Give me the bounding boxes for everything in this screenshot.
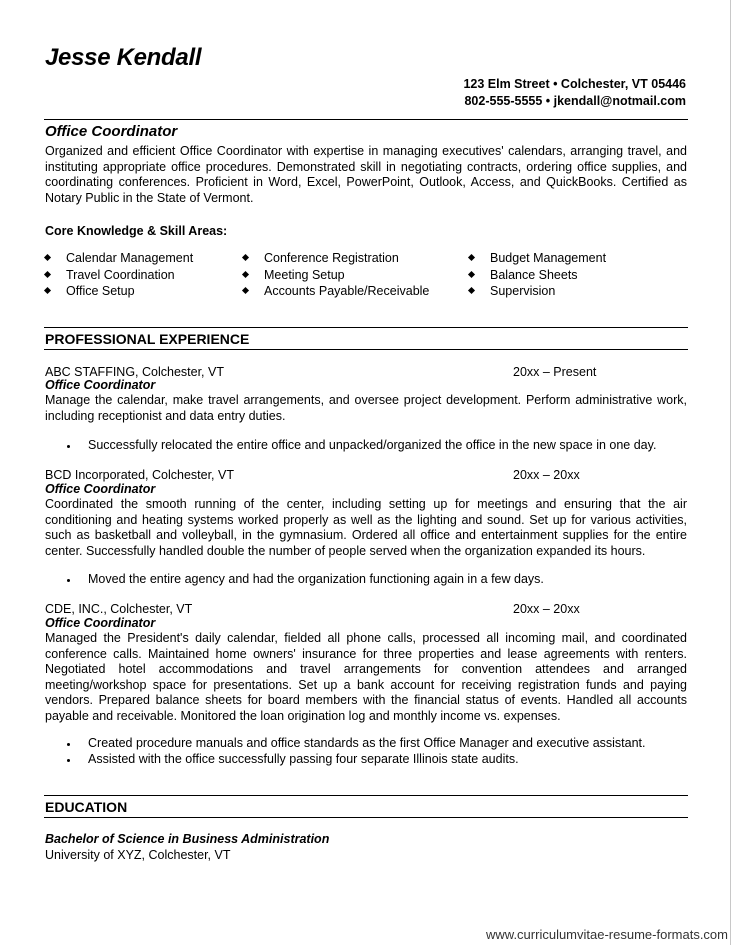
diamond-bullet-icon [468, 270, 475, 277]
job-achievements [45, 572, 544, 588]
watermark: www.curriculumvitae-resume-formats.com [486, 927, 728, 942]
diamond-bullet-icon [44, 254, 51, 261]
skill-item: Travel Coordination [45, 267, 193, 284]
job-company: ABC STAFFING, Colchester, VT [45, 365, 224, 379]
diamond-bullet-icon [44, 287, 51, 294]
diamond-bullet-icon [242, 287, 249, 294]
skill-item: Budget Management [469, 250, 606, 267]
job-description: Coordinated the smooth running of the center, including setting up for meetings and ensuring that the air conditioning and heating systems worked properly as well as the lighting and sound. Set up for various activities, such as basketball and volleyball, in the gymnasium. Ordered all office and entertainment supplies for the entire center. Successfully handled double the number of people served when the organization expanded its hours. [45, 497, 687, 558]
contact-block [463, 76, 686, 110]
degree: Bachelor of Science in Business Administration [45, 832, 330, 846]
experience-heading: PROFESSIONAL EXPERIENCE [45, 331, 250, 347]
diamond-bullet-icon [468, 287, 475, 294]
diamond-bullet-icon [44, 270, 51, 277]
education-divider-bottom [44, 817, 688, 818]
skill-item: Meeting Setup [243, 267, 429, 284]
skills-column-2 [243, 250, 429, 300]
job-description: Manage the calendar, make travel arrangements, and oversee project development. Perform administrative work, including receptionist and data entry duties. [45, 393, 687, 423]
job-title: Office Coordinator [45, 616, 156, 630]
skills-column-3 [469, 250, 606, 300]
experience-divider-bottom [44, 349, 688, 350]
job-dates: 20xx – 20xx [513, 468, 580, 482]
education-divider-top [44, 795, 688, 796]
address-line: 123 Elm Street • Colchester, VT 05446 [463, 77, 686, 91]
objective-summary: Organized and efficient Office Coordinator with expertise in managing executives' calendars, arranging travel, and instituting appropriate office procedures. Demonstrated skill in negotiating contracts, ordering office supplies, and coordinating conferences. Proficient in Word, Excel, PowerPoint, Outlook, Access, and QuickBooks. Certified as Notary Public in the State of Vermont. [45, 144, 687, 205]
bullet-dot-icon [67, 743, 70, 746]
bullet-dot-icon [67, 445, 70, 448]
candidate-name: Jesse Kendall [45, 44, 202, 71]
job-description: Managed the President's daily calendar, fielded all phone calls, processed all incoming mail, and coordinated conference calls. Maintained home owners' insurance for three properties and lease agreements with renters. Negotiated hotel accommodations and travel arrangements for convention attendees and arranged meeting/workshop space for presentations. Set up a bank account for receiving registration funds and paying vendors. Prepared balance sheets for board members with the financial status of events. Handled all accounts payable and receivable. Monitored the loan origination log and monthly income vs. expenses. [45, 631, 687, 723]
job-dates: 20xx – 20xx [513, 602, 580, 616]
skill-item: Supervision [469, 283, 606, 300]
experience-divider-top [44, 327, 688, 328]
job-dates: 20xx – Present [513, 365, 597, 379]
education-heading: EDUCATION [45, 799, 128, 815]
achievement-item: Moved the entire agency and had the organization functioning again in a few days. [45, 572, 544, 588]
objective-title: Office Coordinator [45, 123, 178, 140]
job-company: CDE, INC., Colchester, VT [45, 602, 193, 616]
skill-item: Balance Sheets [469, 267, 606, 284]
bullet-dot-icon [67, 759, 70, 762]
diamond-bullet-icon [242, 254, 249, 261]
objective-divider [44, 119, 688, 120]
achievement-item: Created procedure manuals and office standards as the first Office Manager and executive assistant. [45, 736, 646, 752]
skill-item: Office Setup [45, 283, 193, 300]
job-company: BCD Incorporated, Colchester, VT [45, 468, 234, 482]
skill-item: Calendar Management [45, 250, 193, 267]
job-title: Office Coordinator [45, 482, 156, 496]
diamond-bullet-icon [468, 254, 475, 261]
phone-email-line: 802-555-5555 • jkendall@notmail.com [464, 94, 686, 108]
school: University of XYZ, Colchester, VT [45, 848, 231, 862]
bullet-dot-icon [67, 579, 70, 582]
skill-item: Accounts Payable/Receivable [243, 283, 429, 300]
job-achievements [45, 736, 646, 767]
skills-heading: Core Knowledge & Skill Areas: [45, 224, 228, 238]
skill-item: Conference Registration [243, 250, 429, 267]
achievement-item: Successfully relocated the entire office and unpacked/organized the office in the new space in one day. [45, 438, 656, 454]
job-achievements [45, 438, 656, 454]
job-title: Office Coordinator [45, 378, 156, 392]
diamond-bullet-icon [242, 270, 249, 277]
achievement-item: Assisted with the office successfully passing four separate Illinois state audits. [45, 752, 646, 768]
skills-column-1 [45, 250, 193, 300]
